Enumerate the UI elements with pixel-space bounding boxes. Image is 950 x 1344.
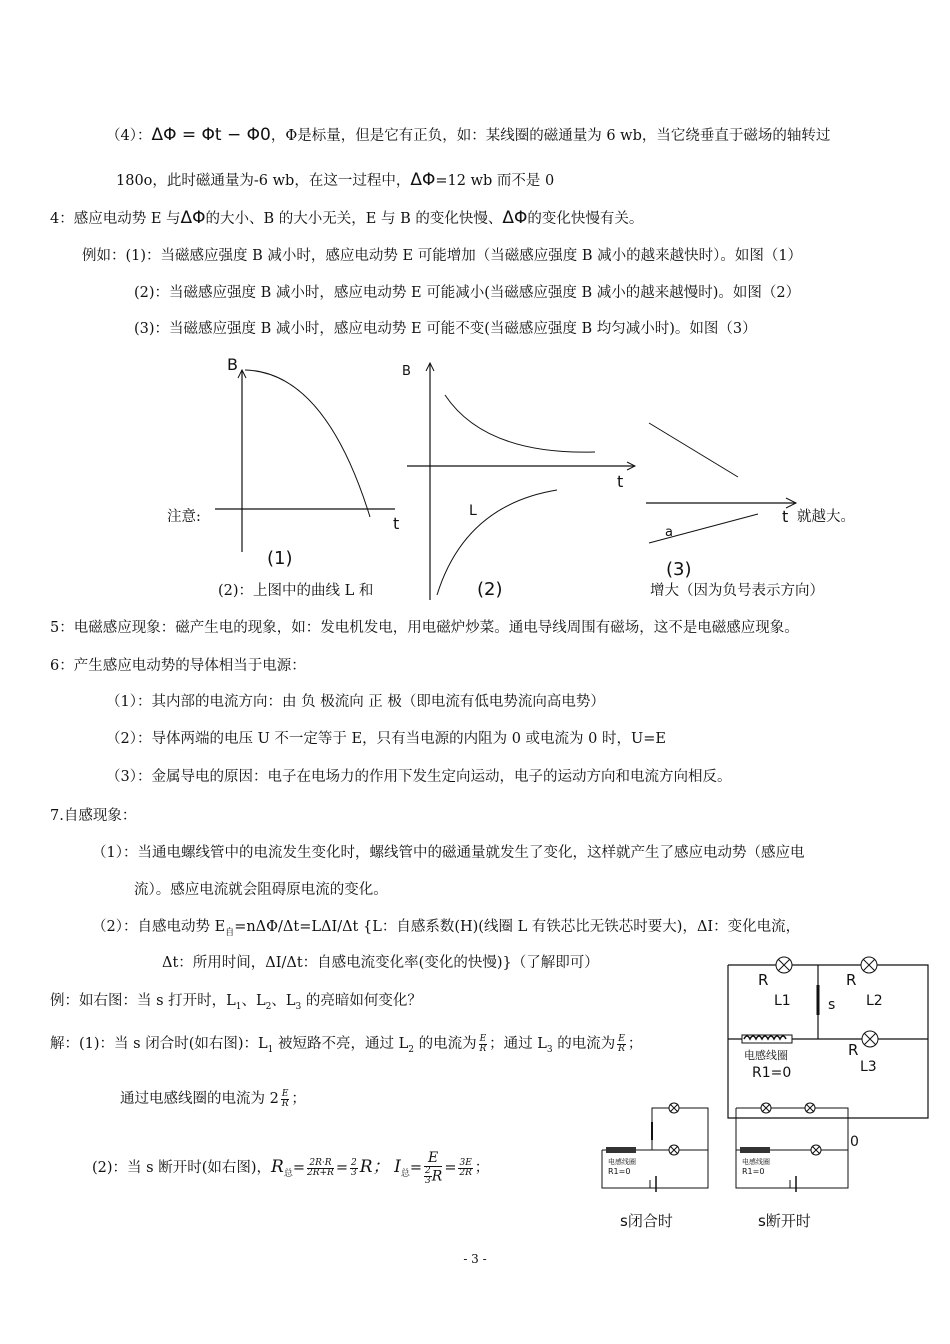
line-text: =nΔΦ/Δt=LΔI/Δt {L：自感系数(H)(线圈 L 有铁芯比无铁芯时要大)，ΔI：变化电流， [234,919,801,935]
line-20 [120,1089,306,1109]
graph-3-caption: (3) [666,559,692,580]
subscript: 3 [546,1045,553,1055]
graph-2-caption: (2) [477,579,503,600]
denominator: R [479,1043,487,1054]
numerator: 2 [425,1166,431,1176]
fraction-result [458,1159,472,1178]
line-text: 180o，此时磁通量为-6 wb，在这一过程中， [116,173,411,189]
equals: = [444,1160,457,1176]
denominator: R [281,1098,289,1109]
graph-1 [205,352,410,582]
numerator: E [281,1088,289,1099]
item-label: （4）： [106,128,152,144]
main-r1-label: R [758,971,769,989]
closed-caption: s闭合时 [620,1212,673,1230]
line-text: （2）：自感电动势 E [92,919,226,935]
denominator-r: R [431,1168,443,1185]
line-6: (3)：当磁感应强度 B 减小时，感应电动势 E 可能不变(当磁感应强度 B 均匀减小时)。如图（3） [134,321,757,337]
subscript: 2 [265,1002,272,1012]
line-19 [50,1034,642,1060]
open-caption: s断开时 [758,1212,811,1230]
line-text: 、L [241,993,266,1009]
closed-r-label: R1=0 [608,1167,631,1176]
page-number: - 3 - [463,1252,487,1266]
line-17: Δt：所用时间，ΔI/Δt：自感电流变化率(变化的快慢)}（了解即可） [162,955,599,971]
line-21 [92,1150,489,1186]
note-tail: 就越大。 [797,509,855,525]
subscript: 1 [267,1045,274,1055]
line-2 [116,170,554,191]
delta-phi-symbol: ΔΦ [502,208,528,228]
graph-3-x-label: t [782,507,789,526]
fraction-parallel [307,1159,334,1178]
numerator: 2R·R [307,1159,334,1169]
line-1 [106,125,830,146]
equals: = [409,1160,423,1176]
line-text: 的变化快慢有关。 [527,211,644,227]
i-symbol: I [394,1157,401,1177]
line-text: ； [291,1091,306,1107]
denominator: 2R+R [307,1167,334,1178]
numerator: E [424,1150,442,1167]
line-9: 6：产生感应电动势的导体相当于电源： [50,658,306,674]
main-r1-eq-label: R1=0 [752,1065,792,1081]
denominator [424,1167,442,1186]
graph-1-x-label: t [393,514,400,533]
line-text: ； [627,1036,643,1052]
closed-circuit [598,1100,713,1235]
subscript: 自 [225,928,235,938]
fraction-e-over-r [617,1035,626,1054]
numerator: 3E [459,1157,472,1168]
line-text: ； [474,1160,490,1176]
fraction-current [424,1150,442,1186]
closed-coil-label: 电感线圈 [608,1158,636,1166]
r-symbol: R [271,1157,284,1177]
main-coil-label: 电感线圈 [744,1049,788,1062]
graph-2-curve-label: L [469,503,477,519]
line-10: （1）：其内部的电流方向：由 负 极流向 正 极（即电流有低电势流向高电势） [106,694,605,710]
open-circuit [730,1100,860,1235]
line-7-left: (2)：上图中的曲线 L 和 [218,583,374,599]
main-l2-label: L2 [866,993,883,1009]
line-text: ，Φ是标量，但是它有正负，如：某线圈的磁通量为 6 wb，当它绕垂直于磁场的轴转过 [270,128,831,144]
line-text: 的电流为 [413,1036,477,1052]
main-l3-label: L3 [860,1059,877,1075]
r-symbol: R； [359,1157,390,1177]
fraction-e-over-r [281,1090,290,1109]
equals: = [335,1160,348,1176]
line-18 [50,991,422,1017]
open-coil-label: 电感线圈 [742,1158,770,1166]
line-12: （3）：金属导电的原因：电子在电场力的作用下发生定向运动，电子的运动方向和电流方向相反。 [106,769,732,785]
graph-1-caption: (1) [267,548,293,569]
formula-delta-phi: ΔΦ = Φt − Φ0 [151,125,271,145]
line-text: 被短路不亮，通过 L [273,1036,409,1052]
main-r3-label: R [848,1041,859,1059]
zero-mark: 0 [850,1134,859,1150]
delta-phi-symbol: ΔΦ [180,208,206,228]
delta-phi-symbol: ΔΦ [410,170,436,190]
line-text: 4：感应电动势 E 与 [50,211,181,227]
graph-3-curve-label: a [665,525,673,540]
main-r2-label: R [846,971,857,989]
open-r-label: R1=0 [742,1167,765,1176]
graph-2 [402,355,645,605]
line-16 [92,917,800,943]
graph-2-y-label: B [402,364,411,379]
line-text: 的电流为 [552,1036,616,1052]
note-label: 注意: [167,509,201,525]
line-text: 的亮暗如何变化？ [301,993,422,1009]
line-text: 、L [271,993,296,1009]
line-text: 的大小、B 的大小无关，E 与 B 的变化快慢、 [205,211,503,227]
subscript: 3 [295,1002,302,1012]
subscript: 1 [235,1002,242,1012]
line-11: （2）：导体两端的电压 U 不一定等于 E，只有当电源的内阻为 0 或电流为 0 时，U=E [106,731,666,747]
denominator: 3 [350,1167,357,1178]
graph-1-y-label: B [227,355,238,374]
numerator: E [479,1033,487,1044]
main-switch-label: s [828,997,836,1013]
subscript: 2 [408,1045,414,1055]
numerator: 2 [350,1157,357,1168]
numerator: E [618,1033,625,1044]
line-text: =12 wb 而不是 0 [435,173,555,189]
line-text: 解：(1)：当 s 闭合时(如右图)：L [50,1036,268,1052]
fraction-two-thirds [424,1167,432,1186]
graph-3 [646,410,816,580]
denominator: 3 [425,1176,431,1186]
denominator: 2R [459,1167,472,1178]
line-8: 5：电磁感应现象：磁产生电的现象，如：发电机发电，用电磁炉炒菜。通电导线周围有磁场，这不是电磁感应现象。 [50,620,799,636]
subscript: 总 [400,1169,410,1179]
line-4: 例如：(1)：当磁感应强度 B 减小时，感应电动势 E 可能增加（当磁感应强度 B 减小的越来越快时）。如图（1） [82,248,803,264]
fraction-two-thirds [350,1159,358,1178]
line-13: 7.自感现象： [50,808,137,824]
line-text: 例：如右图：当 s 打开时，L [50,993,236,1009]
line-text: 通过电感线圈的电流为 2 [120,1091,279,1107]
fraction-e-over-r [479,1035,488,1054]
line-5: (2)：当磁感应强度 B 减小时，感应电动势 E 可能减小(当磁感应强度 B 减小的越来越慢时)。如图（2） [134,285,801,301]
graph-2-x-label: t [617,472,624,491]
line-3 [50,208,643,229]
line-7-right: 增大（因为负号表示方向） [650,583,824,599]
line-text: ；通过 L [489,1036,547,1052]
equals: = [292,1160,305,1176]
line-15: 流）。感应电流就会阻碍原电流的变化。 [134,882,388,898]
subscript: 总 [283,1169,293,1179]
line-text: (2)：当 s 断开时(如右图)， [92,1160,272,1176]
line-14: （1）：当通电螺线管中的电流发生变化时，螺线管中的磁通量就发生了变化，这样就产生了感应电动势（感应电 [92,845,805,861]
main-l1-label: L1 [774,993,791,1009]
denominator: R [618,1043,625,1054]
